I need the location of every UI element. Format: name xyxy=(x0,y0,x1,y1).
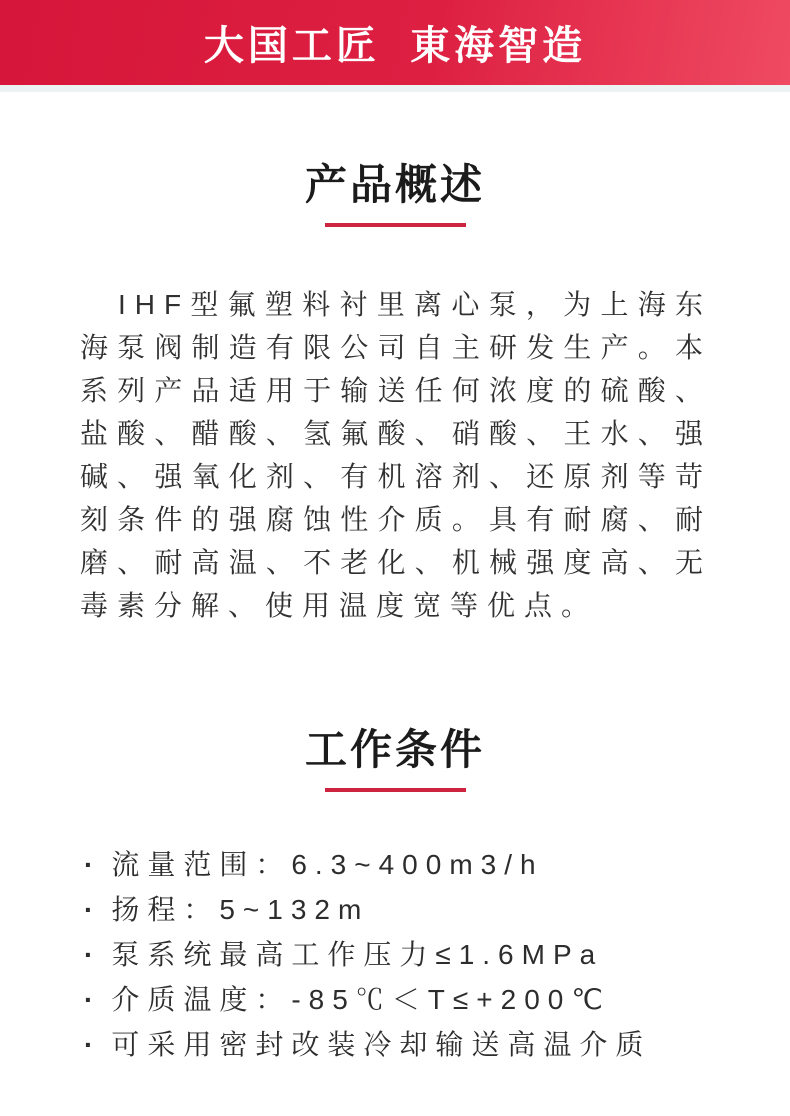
list-item-text: 扬程：5~132m xyxy=(111,894,370,926)
conditions-list xyxy=(84,842,712,1067)
header-banner xyxy=(0,0,790,85)
red-underline xyxy=(325,223,466,227)
banner-title: 大国工匠 東海智造 xyxy=(203,24,587,68)
section-product-overview xyxy=(0,162,790,627)
list-item-text: 流量范围：6.3~400m3/h xyxy=(111,849,544,881)
list-item-text: 可采用密封改装冷却输送高温介质 xyxy=(111,1029,652,1061)
list-item xyxy=(84,977,712,1022)
conditions-section-title: 工作条件 xyxy=(304,726,485,774)
banner-bottom-strip xyxy=(0,85,790,92)
bullet-dot: · xyxy=(84,849,102,881)
bullet-dot: · xyxy=(84,1029,102,1061)
list-item xyxy=(84,932,712,977)
bullet-dot: · xyxy=(84,939,102,971)
list-item-text: 介质温度：-85℃＜T≤+200℃ xyxy=(111,984,611,1016)
overview-section-title: 产品概述 xyxy=(304,161,485,208)
section-working-conditions xyxy=(0,727,790,1067)
bullet-dot: · xyxy=(84,984,102,1016)
list-item-text: 泵系统最高工作压力≤1.6MPa xyxy=(111,939,604,971)
list-item xyxy=(84,842,712,887)
bullet-dot: · xyxy=(84,894,102,926)
list-item xyxy=(84,887,712,932)
overview-paragraph: IHF型氟塑料衬里离心泵，为上海东海泵阀制造有限公司自主研发生产。本系列产品适用于输送任何浓度的硫酸、盐酸、醋酸、氢氟酸、硝酸、王水、强碱、强氧化剂、有机溶剂、还原剂等苛刻条件的强腐蚀性介质。具有耐腐、耐磨、耐高温、不老化、机械强度高、无毒素分解、使用温度宽等优点。 xyxy=(80,289,712,622)
red-underline xyxy=(325,788,466,792)
list-item xyxy=(84,1022,712,1067)
